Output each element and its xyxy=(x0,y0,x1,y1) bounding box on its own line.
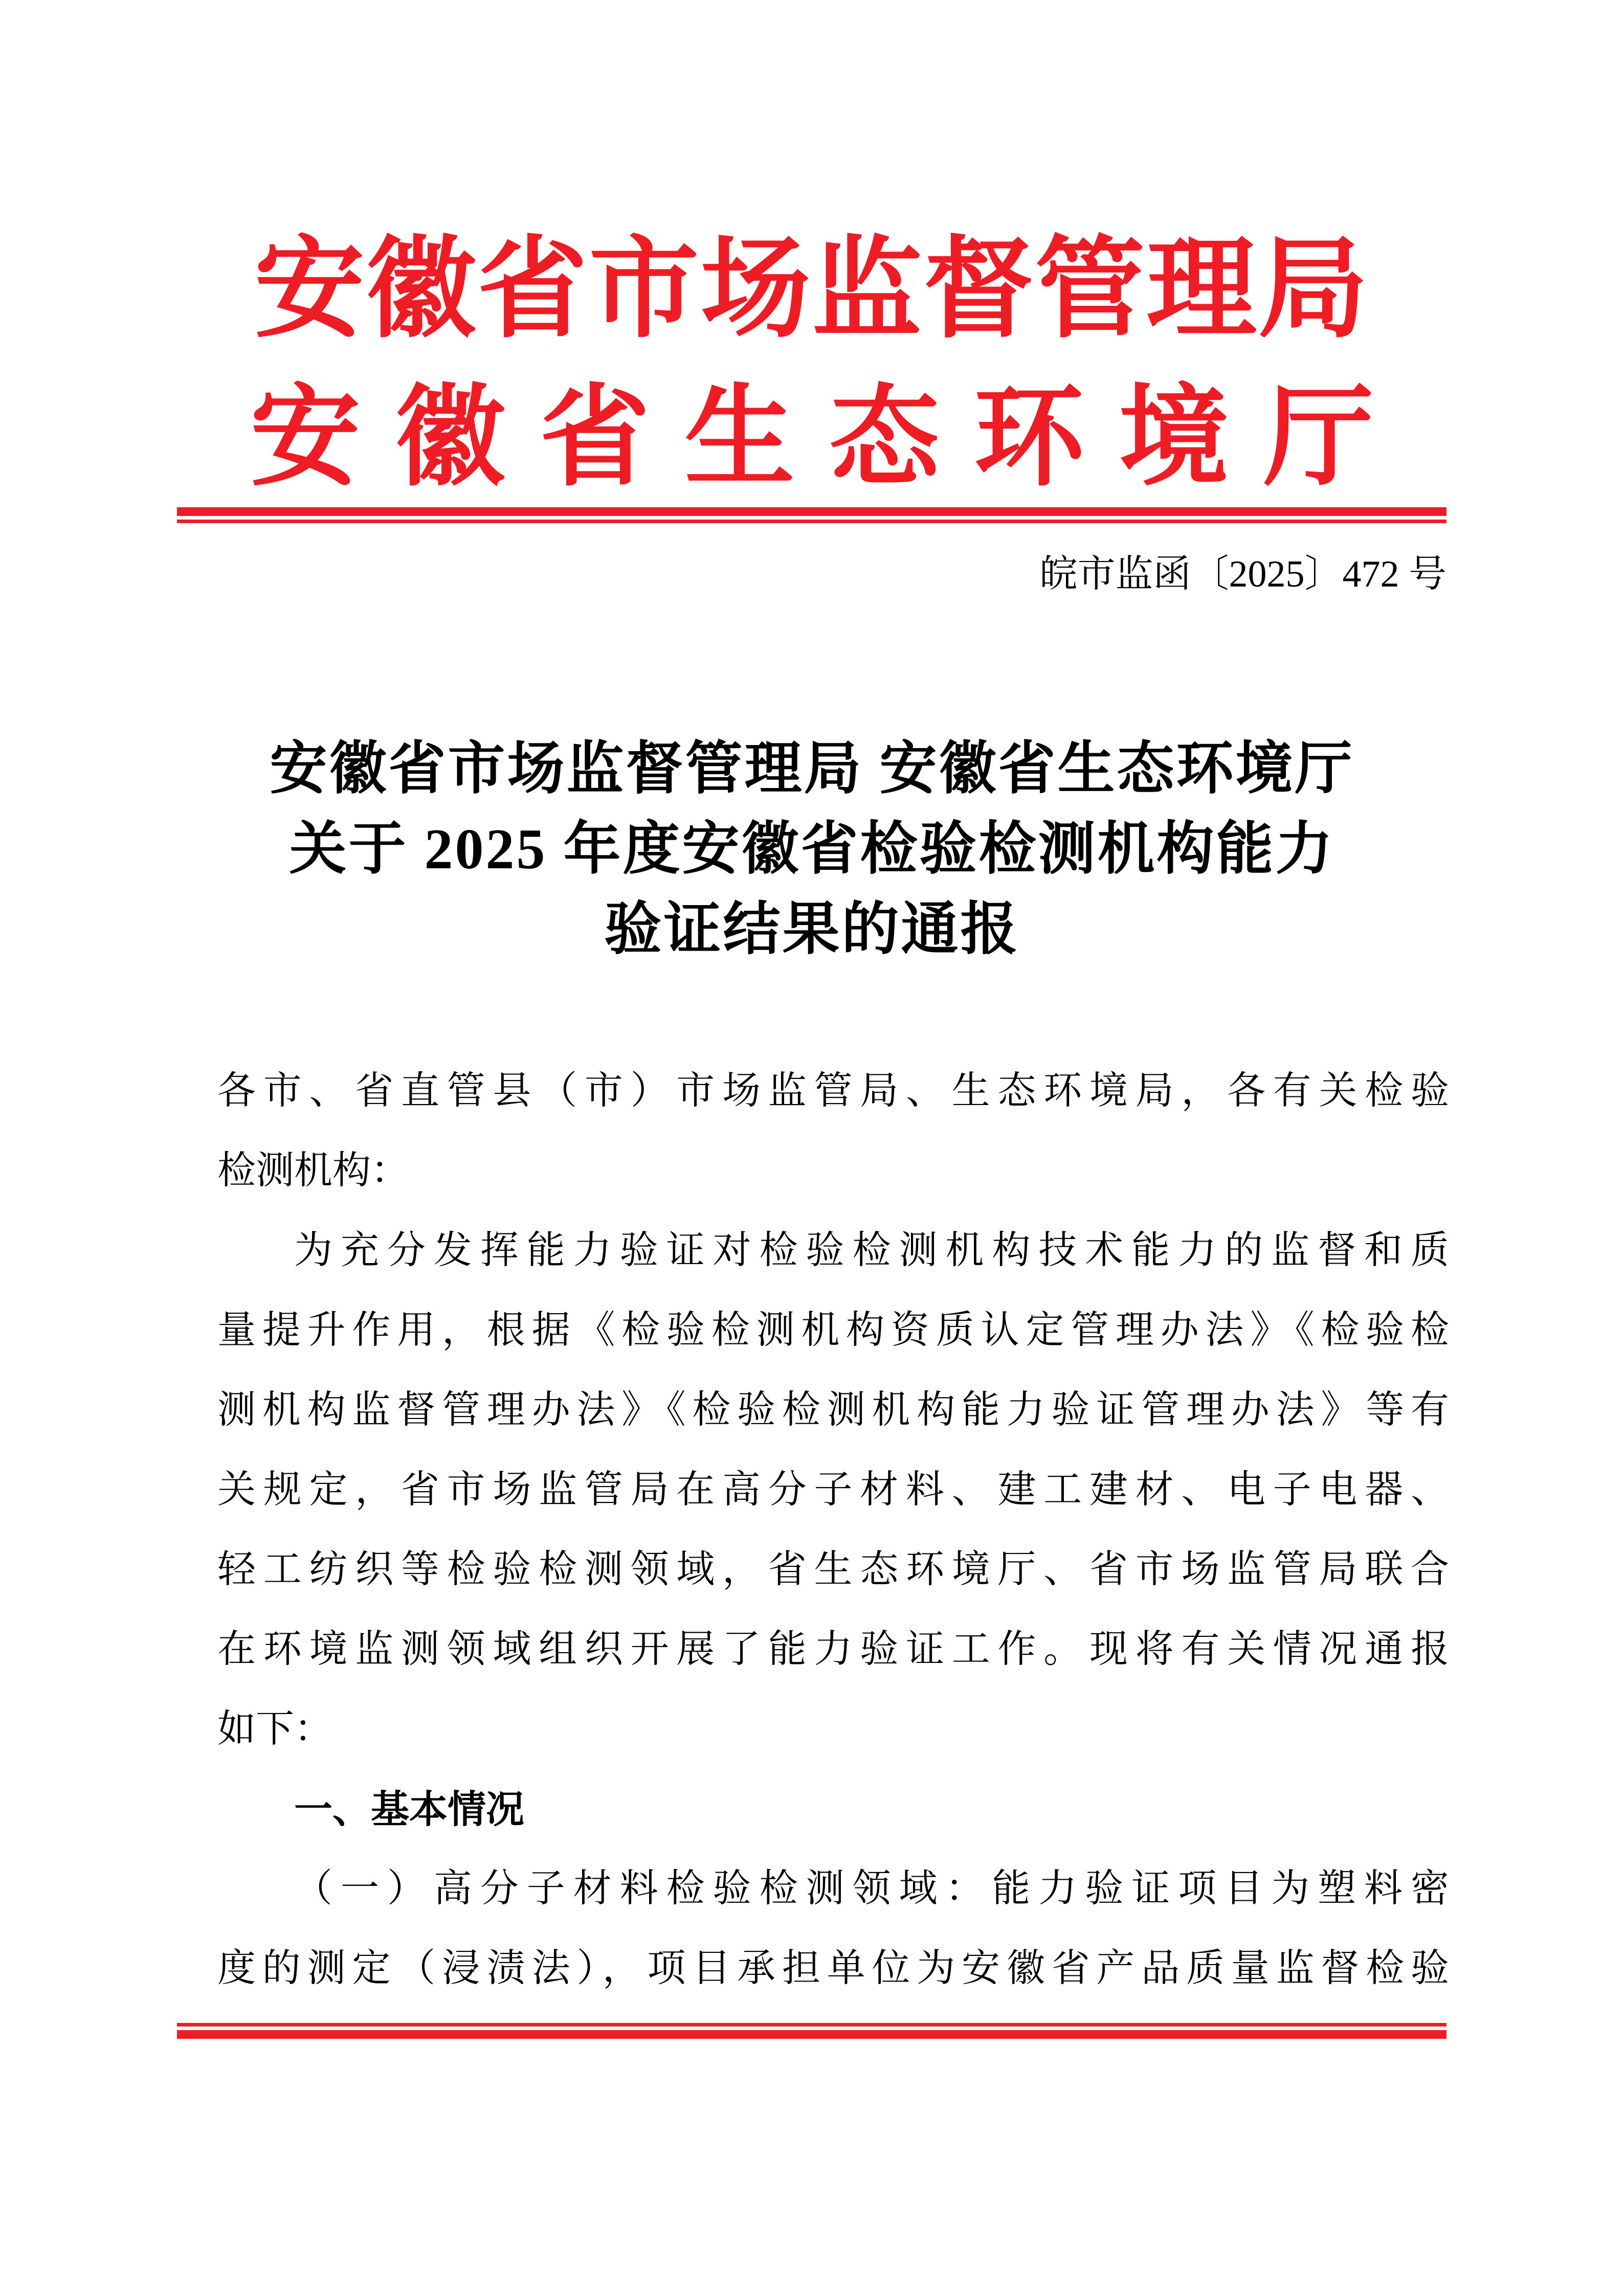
document-title-line-2: 关于 2025 年度安徽省检验检测机构能力 xyxy=(289,818,1335,881)
footer-divider-thin-line xyxy=(177,2023,1447,2027)
paragraph-line: （一）高分子材料检验检测领域：能力验证项目为塑料密 xyxy=(294,1867,1449,1910)
paragraph-line: 如下： xyxy=(217,1708,333,1750)
paragraph-line: 在环境监测领域组织开展了能力验证工作。现将有关情况通报 xyxy=(217,1628,1449,1671)
footer-red-divider xyxy=(177,2023,1447,2039)
document-title-line-3: 验证结果的通报 xyxy=(604,898,1020,961)
document-reference-number: 皖市监函〔2025〕472 号 xyxy=(1039,553,1447,595)
paragraph-line: 度的测定（浸渍法），项目承担单位为安徽省产品质量监督检验 xyxy=(217,1947,1449,1990)
addressee-line: 检测机构： xyxy=(217,1150,410,1192)
document-title xyxy=(0,729,1624,970)
addressee-line: 各市、省直管县（市）市场监管局、生态环境局，各有关检验 xyxy=(217,1070,1449,1112)
document-body xyxy=(217,1051,1449,2009)
header-red-divider xyxy=(177,507,1447,523)
paragraph-line: 轻工纺织等检验检测领域，省生态环境厅、省市场监管局联合 xyxy=(217,1548,1449,1591)
issuing-org-name-line-2: 安徽省生态环境厅 xyxy=(250,377,1409,499)
footer-divider-thick-line xyxy=(177,2030,1447,2039)
document-title-line-1: 安徽省市场监督管理局 安徽省生态环境厅 xyxy=(270,737,1354,801)
paragraph-line: 量提升作用，根据《检验检测机构资质认定管理办法》《检验检 xyxy=(217,1309,1449,1352)
paragraph-line: 为充分发挥能力验证对检验检测机构技术能力的监督和质 xyxy=(294,1229,1449,1272)
paragraph-line: 测机构监督管理办法》《检验检测机构能力验证管理办法》等有 xyxy=(217,1389,1449,1431)
paragraph-line: 关规定，省市场监管局在高分子材料、建工建材、电子电器、 xyxy=(217,1469,1449,1511)
header-divider-thin-line xyxy=(177,520,1447,523)
issuing-org-name-line-1: 安徽省市场监督管理局 xyxy=(254,229,1370,351)
header-divider-thick-line xyxy=(177,507,1447,516)
section-heading: 一、基本情况 xyxy=(294,1788,525,1831)
